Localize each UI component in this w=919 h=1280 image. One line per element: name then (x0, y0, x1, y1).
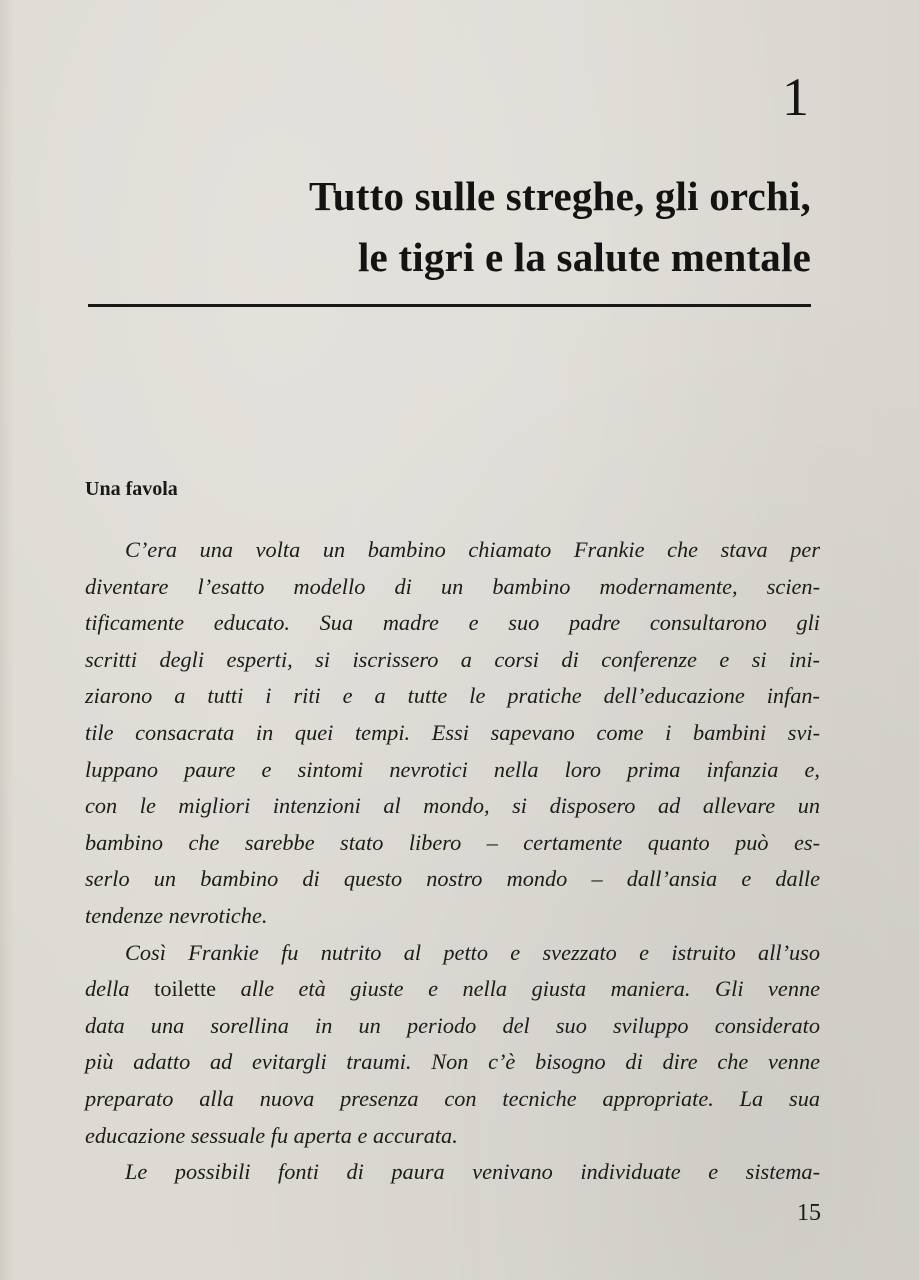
text-line: tendenze nevrotiche. (85, 902, 268, 928)
text-fragment: della (85, 976, 130, 1002)
text-line: serlo un bambino di questo nostro mondo – dall’ansia e dalle (85, 866, 820, 892)
text-line: tile consacrata in quei tempi. Essi sapevano come i bambini svi- (85, 719, 820, 745)
text-line: diventare l’esatto modello di un bambino modernamente, scien- (85, 573, 820, 599)
text-line: Le possibili fonti di paura venivano individuate e sistema- (125, 1159, 820, 1185)
text-line: C’era una volta un bambino chiamato Frankie che stava per (125, 537, 820, 562)
text-line: educazione sessuale fu aperta e accurata. (85, 1122, 458, 1148)
text-line: luppano paure e sintomi nevrotici nella loro prima infanzia e, (85, 756, 820, 782)
text-line: con le migliori intenzioni al mondo, si disposero ad allevare un (85, 793, 820, 819)
text-line: data una sorellina in un periodo del suo sviluppo considerato (85, 1012, 820, 1038)
text-line: bambino che sarebbe stato libero – certamente quanto può es- (85, 829, 820, 855)
section-heading: Una favola (85, 478, 178, 500)
text-line: preparato alla nuova presenza con tecniche appropriate. La sua (85, 1085, 820, 1111)
chapter-number: 1 (782, 67, 809, 127)
chapter-title (171, 166, 811, 288)
text-line: più adatto ad evitargli traumi. Non c’è bisogno di dire che venne (85, 1049, 820, 1075)
roman-word: toilette (154, 976, 217, 1002)
text-line: tificamente educato. Sua madre e suo padre consultarono gli (85, 610, 820, 636)
page-number: 15 (797, 1200, 821, 1226)
chapter-title-line: Tutto sulle streghe, gli orchi, (308, 173, 811, 219)
text-line: scritti degli esperti, si iscrissero a corsi di conferenze e si ini- (85, 646, 820, 672)
chapter-title-line: le tigri e la salute mentale (357, 234, 811, 280)
text-line (85, 971, 820, 1008)
text-line: ziarono a tutti i riti e a tutte le pratiche dell’educazione infan- (85, 683, 820, 709)
title-rule (88, 304, 811, 307)
body-text (85, 532, 820, 1191)
text-fragment: alle età giuste e nella giusta maniera. Gli venne (240, 976, 821, 1002)
text-line: Così Frankie fu nutrito al petto e svezzato e istruito all’uso (125, 939, 820, 965)
